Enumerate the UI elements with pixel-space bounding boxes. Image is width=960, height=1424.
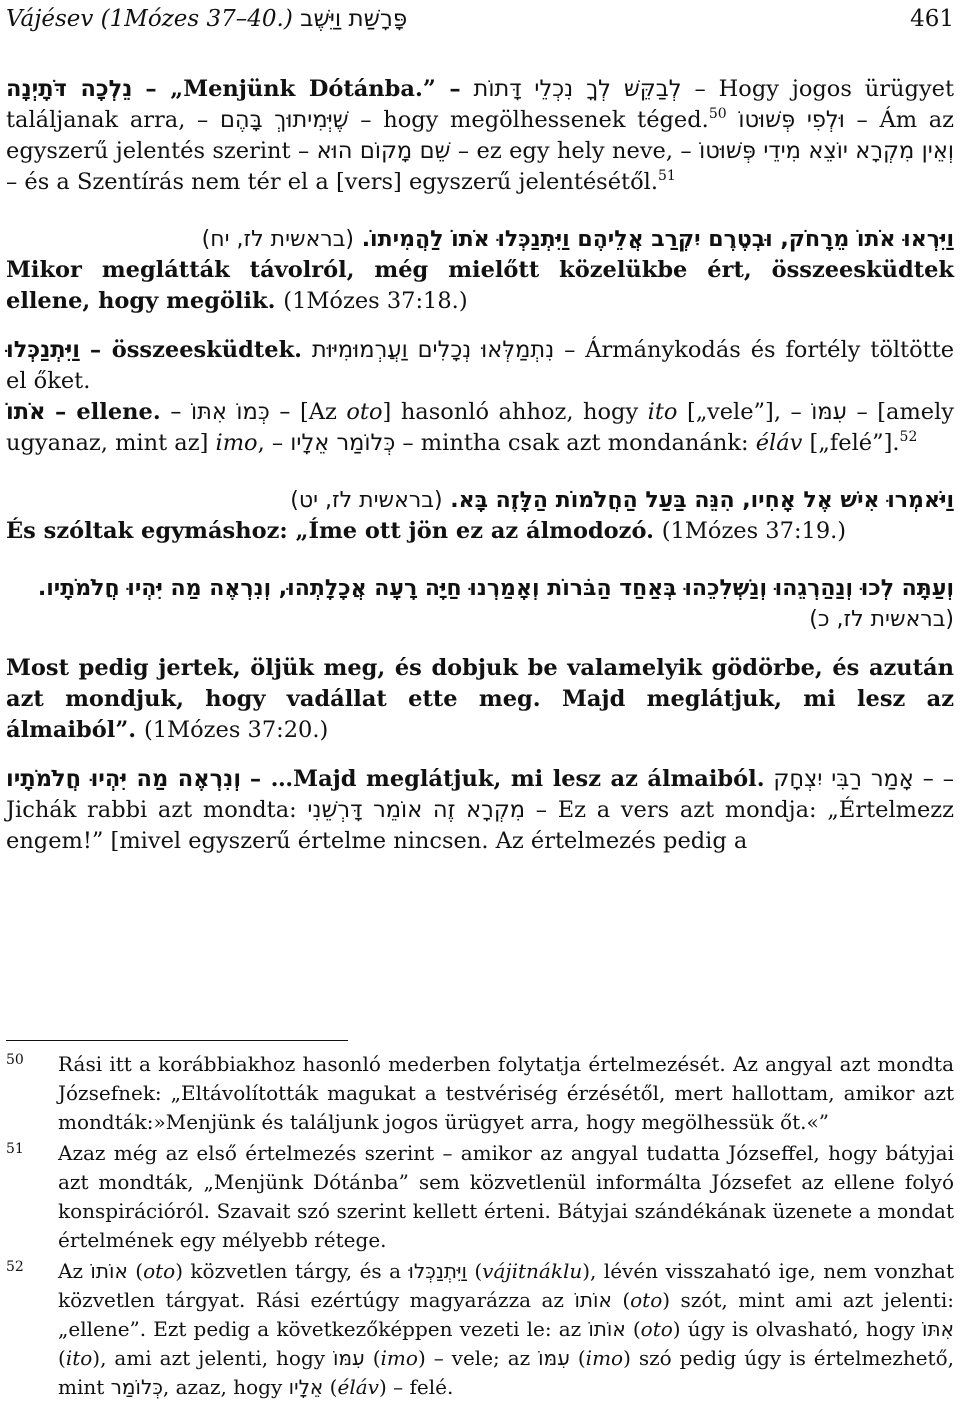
footnote-he: אוֹתוֹ bbox=[574, 1288, 612, 1312]
rashi-hu: – Ármánykodás és fortély töltötte el őket. bbox=[6, 337, 955, 394]
lemma-he: נֵלְכָה דֹּתָיְנָה bbox=[6, 76, 133, 102]
footnote-text: ) – vele; az bbox=[417, 1346, 539, 1370]
footnote-text: ( bbox=[569, 1346, 586, 1370]
footnote-number: 50 bbox=[6, 1052, 24, 1068]
verse-translation bbox=[6, 653, 954, 746]
footnote-50 bbox=[6, 1050, 954, 1137]
footnote-text: , azaz, hogy bbox=[162, 1375, 289, 1399]
transliteration: imo bbox=[215, 430, 258, 456]
verse-text-hu: Mikor meglátták távolról, még mielőtt közelükbe ért, összeesküdtek ellene, hogy megölik. bbox=[6, 257, 954, 314]
verse-reference: (1Mózes 37:19.) bbox=[661, 518, 847, 544]
rashi-hu: – Ám az egyszerű jelentés szerint – bbox=[6, 107, 955, 164]
footnote-he: עִמּוֹ bbox=[538, 1346, 570, 1370]
transliteration: imo bbox=[585, 1346, 624, 1370]
rashi-hu: – Jichák rabbi azt mondta: bbox=[6, 766, 955, 823]
lemma-he: וְנִרְאֶה מַה יִּהְיוּ חֲלֹמֹתָיו bbox=[6, 766, 242, 792]
verse-hebrew bbox=[6, 573, 954, 635]
footnote-text: ), ami azt jelenti, hogy bbox=[92, 1346, 334, 1370]
transliteration: ito bbox=[65, 1346, 93, 1370]
rashi-he: וּלְפִי פְּשׁוּטוֹ bbox=[738, 107, 845, 133]
running-head-hu: Vájésev (1Mózes 37–40.) bbox=[6, 6, 293, 32]
footnote-51 bbox=[6, 1139, 954, 1255]
verse-reference: (1Mózes 37:20.) bbox=[143, 717, 329, 743]
footnote-text: ( bbox=[323, 1375, 338, 1399]
main-text bbox=[6, 74, 954, 857]
transliteration: imo bbox=[380, 1346, 418, 1370]
lemma-he: אֹתוֹ bbox=[6, 399, 46, 425]
footnote-text: ( bbox=[466, 1259, 483, 1283]
rashi-he: עִמּוֹ bbox=[811, 399, 847, 425]
rashi-he: – אָמַר רַבִּי יִצְחָק bbox=[773, 766, 934, 792]
verse-translation bbox=[6, 516, 954, 547]
rashi-hu: – ez egy hely neve, – bbox=[457, 138, 692, 164]
footnote-separator bbox=[6, 1040, 348, 1041]
rashi-he: לְבַקֵּשׁ לְךָ נִכְלֵי דָּתוֹת bbox=[473, 76, 682, 102]
transliteration: éláv bbox=[337, 1375, 379, 1399]
footnote-text: ( bbox=[364, 1346, 381, 1370]
footnote-he: כְּלוֹמַר bbox=[110, 1375, 163, 1399]
footnote-text: ) szó pedig úgy is értelmezhető, mint bbox=[58, 1346, 954, 1399]
footnote-text: ( bbox=[58, 1346, 66, 1370]
footnote-he: וַיִּתְנַכְּלוּ bbox=[408, 1259, 467, 1283]
footnote-he: אוֹתוֹ bbox=[90, 1259, 128, 1283]
rashi-hu: – Hogy jogos ürügyet találjanak arra, – bbox=[6, 76, 955, 133]
rashi-hu: – hogy megölhessenek téged. bbox=[360, 107, 709, 133]
footnote-text: ( bbox=[611, 1288, 631, 1312]
footnote-text: Rási itt a korábbiakhoz hasonló mederben folytatja értelmezését. Az angyal azt mondta Józsefnek: „Eltávolították magukat a testvériség érzésétől, mert hallottam, amikor azt mondták:»Menjünk és találjunk jogos ürügyet arra, hogy megölhessük őt.«” bbox=[58, 1052, 954, 1134]
footnote-he: אִתּוֹ bbox=[922, 1317, 954, 1341]
commentary-paragraph bbox=[6, 74, 954, 198]
footnote-number: 52 bbox=[6, 1259, 24, 1275]
footnote-number: 51 bbox=[6, 1141, 24, 1157]
transliteration: oto bbox=[630, 1288, 663, 1312]
lemma-hu: – ellene. bbox=[55, 399, 161, 425]
running-head-he: פָּרָשַׁת וַיֵּשֶׁב bbox=[300, 6, 408, 32]
verse-source-he: (בראשית לז, יח) bbox=[201, 227, 355, 252]
footnote-text: ) szót, mint ami azt jelenti: „ellene”. Ezt pedig a következőképpen vezeti le: az bbox=[58, 1288, 954, 1341]
verse-hebrew bbox=[6, 224, 954, 255]
commentary-paragraph bbox=[6, 397, 954, 459]
commentary-paragraph bbox=[6, 764, 954, 857]
rashi-he: וְאֵין מִקְרָא יוֹצֵא מִידֵי פְּשׁוּטוֹ bbox=[699, 138, 955, 164]
rashi-he: שֵׁם מָקוֹם הוּא bbox=[316, 138, 451, 164]
verse-translation bbox=[6, 255, 954, 317]
rashi-hu: – és a Szentírás nem tér el a [vers] egyszerű jelentésétől. bbox=[6, 169, 658, 195]
rashi-hu: [„vele”], – bbox=[677, 399, 802, 425]
transliteration: éláv bbox=[755, 430, 803, 456]
verse-text-he: וְעַתָּה לְכוּ וְנַהַרְגֵהוּ וְנַשְׁלִכֵהוּ בְּאַחַד הַבֹּרוֹת וְאָמַרְנוּ חַיָּה רָעָה אֲכָלָתְהוּ, וְנִרְאֶה מַה יִּהְיוּ חֲלֹמֹתָיו. bbox=[37, 576, 954, 601]
rashi-hu: – [amely ugyanaz, mint az] bbox=[6, 399, 955, 456]
footnote-he: עִמּוֹ bbox=[333, 1346, 365, 1370]
rashi-he: – כְּמוֹ אִתּוֹ – bbox=[170, 399, 291, 425]
verse-source-he: (בראשית לז, יט) bbox=[290, 488, 443, 513]
running-head bbox=[6, 6, 954, 46]
rashi-hu: [Az bbox=[300, 399, 347, 425]
commentary-paragraph bbox=[6, 335, 954, 397]
verse-text-hu: És szóltak egymáshoz: „Íme ott jön ez az álmodozó. bbox=[6, 518, 654, 544]
rashi-hu: [„felé”]. bbox=[802, 430, 900, 456]
footnote-text: ) közvetlen tárgy, és a bbox=[175, 1259, 409, 1283]
footnote-text: Azaz még az első értelmezés szerint – amikor az angyal tudatta Józseffel, hogy bátyjai azt mondták, „Menjünk Dótánba” sem közvetlenül informálta Józsefet az ellene folyó konspirációról. Szavait szó szerint kellett érteni. Bátyjai szándékának üzenete a mondat értelmének egy mélyebb rétege. bbox=[58, 1141, 954, 1252]
footnote-text: ) – felé. bbox=[378, 1375, 454, 1399]
rashi-he: נִתְמַלְּאוּ נְכָלִים וַעֲרְמוּמִיּוּת bbox=[311, 337, 555, 363]
transliteration: vájitnáklu bbox=[482, 1259, 583, 1283]
footnote-text: ), lévén visszaható ige, nem vonzhat közvetlen tárgyat. Rási ezértúgy magyarázza az bbox=[58, 1259, 954, 1312]
footnote-text: ( bbox=[625, 1317, 641, 1341]
footnotes bbox=[6, 1050, 954, 1404]
verse-text-hu: Most pedig jertek, öljük meg, és dobjuk be valamelyik gödörbe, és azután azt mondjuk, hogy vadállat ette meg. Majd meglátjuk, mi lesz az álmaiból”. bbox=[6, 655, 954, 743]
rashi-he: מִקְרָא זֶה אוֹמֵר דָּרְשֵׁנִי bbox=[307, 797, 526, 823]
rashi-he: כְּלוֹמַר אֵלָיו bbox=[290, 430, 396, 456]
lemma-he: וַיִּתְנַכְּלוּ bbox=[6, 337, 80, 363]
footnote-52 bbox=[6, 1257, 954, 1402]
lemma-hu: – összeesküdtek. bbox=[89, 337, 302, 363]
footnote-ref[interactable]: 51 bbox=[657, 168, 676, 184]
rashi-hu: – mintha csak azt mondanánk: bbox=[402, 430, 756, 456]
transliteration: ito bbox=[647, 399, 678, 425]
page-number: 461 bbox=[910, 6, 954, 32]
verse-text-he: וַיֹּאמְרוּ אִישׁ אֶל אָחִיו, הִנֵּה בַּעַל הַחֲלֹמוֹת הַלָּזֶה בָּא. bbox=[450, 488, 954, 513]
verse-text-he: וַיִּרְאוּ אֹתוֹ מֵרָחֹק, וּבְטֶרֶם יִקְרַב אֲלֵיהֶם וַיִּתְנַכְּלוּ אֹתוֹ לַהֲמִיתוֹ. bbox=[361, 227, 954, 252]
rashi-he: שֶׁיְּמִיתוּךְ בָּהֶם bbox=[219, 107, 349, 133]
footnote-text: ( bbox=[127, 1259, 144, 1283]
running-head-title bbox=[6, 6, 407, 32]
rashi-hu: ] hasonló ahhoz, hogy bbox=[382, 399, 648, 425]
transliteration: oto bbox=[640, 1317, 673, 1341]
verse-source-he: (בראשית לז, כ) bbox=[809, 607, 954, 632]
transliteration: oto bbox=[346, 399, 383, 425]
verse-reference: (1Mózes 37:18.) bbox=[283, 288, 468, 314]
footnote-he: אוֹתוֹ bbox=[588, 1317, 626, 1341]
lemma-hu: – …Majd meglátjuk, mi lesz az álmaiból. bbox=[249, 766, 765, 792]
footnote-text: Az bbox=[58, 1259, 91, 1283]
footnote-text: ) úgy is olvasható, hogy bbox=[672, 1317, 923, 1341]
transliteration: oto bbox=[143, 1259, 176, 1283]
footnote-ref[interactable]: 50 bbox=[708, 106, 727, 122]
footnote-he: אֵלָיו bbox=[288, 1375, 324, 1399]
verse-hebrew bbox=[6, 485, 954, 516]
rashi-hu: – Ez a vers azt mondja: „Értelmezz engem!” [mivel egyszerű értelme nincsen. Az értelmezés pedig a bbox=[6, 797, 955, 854]
rashi-hu: , – bbox=[257, 430, 284, 456]
footnote-ref[interactable]: 52 bbox=[899, 429, 918, 445]
lemma-hu: – „Menjünk Dótánba.” – bbox=[145, 76, 461, 102]
